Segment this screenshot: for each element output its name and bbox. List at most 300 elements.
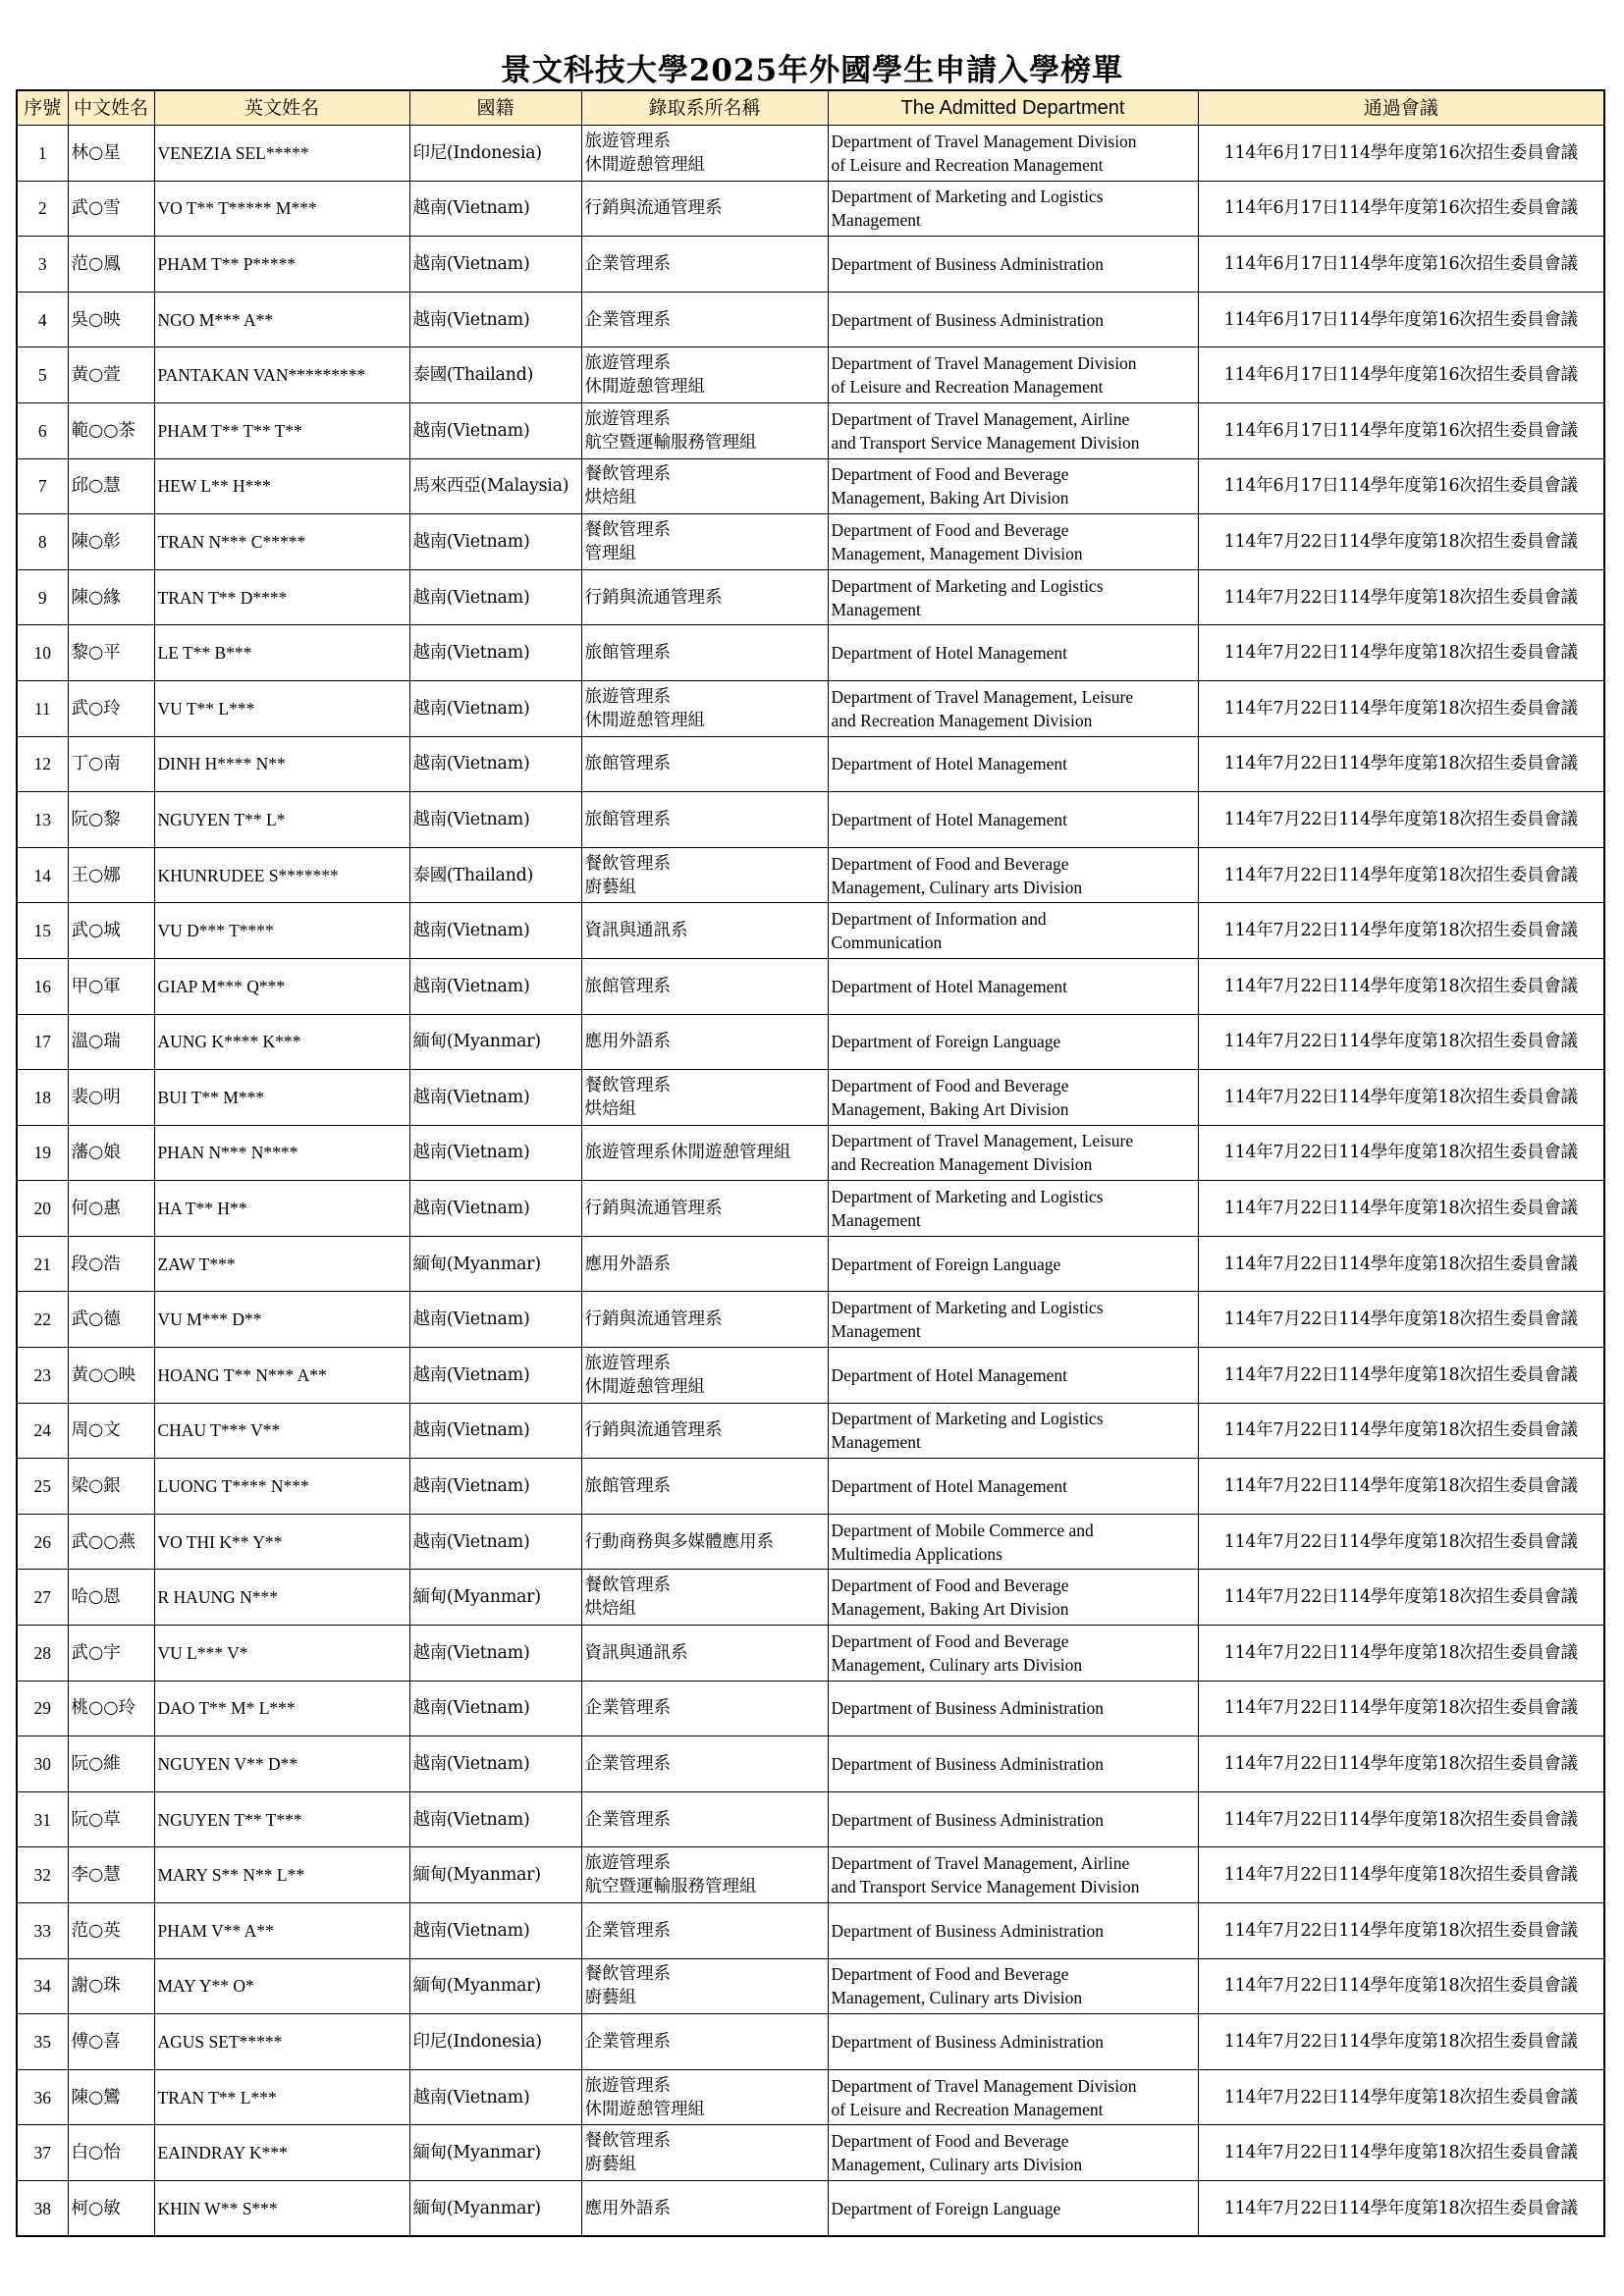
row-number: 21 (17, 1236, 68, 1292)
department-en-line: and Recreation Management Division (831, 1154, 1093, 1175)
department-zh (581, 847, 828, 903)
chinese-name: 謝○珠 (68, 1958, 154, 2014)
chinese-name: 柯○敏 (68, 2180, 154, 2236)
chinese-name: 王○娜 (68, 847, 154, 903)
english-name: GIAP M*** Q*** (154, 958, 409, 1014)
table-row (17, 181, 1604, 237)
department-en-line: Department of Business Administration (831, 1920, 1105, 1941)
meeting: 114年7月22日114學年度第18次招生委員會議 (1198, 1070, 1604, 1126)
nationality: 越南(Vietnam) (409, 1903, 581, 1959)
table-row (17, 792, 1604, 848)
table-row (17, 347, 1604, 403)
table-row (17, 1125, 1604, 1181)
department-en-line: Department of Hotel Management (831, 809, 1068, 829)
department-en (828, 237, 1198, 293)
nationality: 緬甸(Myanmar) (409, 1958, 581, 2014)
department-zh-line: 廚藝組 (584, 2155, 636, 2175)
nationality: 越南(Vietnam) (409, 569, 581, 625)
department-en-line: Department of Food and Beverage (831, 1630, 1069, 1651)
chinese-name: 黃○萱 (68, 347, 154, 403)
department-zh (581, 347, 828, 403)
row-number: 36 (17, 2069, 68, 2125)
department-en-line: Department of Business Administration (831, 253, 1105, 274)
department-zh (581, 1791, 828, 1847)
english-name: NGO M*** A** (154, 292, 409, 347)
meeting: 114年7月22日114學年度第18次招生委員會議 (1198, 958, 1604, 1014)
row-number: 19 (17, 1125, 68, 1181)
english-name: LE T** B*** (154, 625, 409, 681)
english-name: CHAU T*** V** (154, 1403, 409, 1459)
meeting: 114年7月22日114學年度第18次招生委員會議 (1198, 514, 1604, 570)
department-en-line: Department of Food and Beverage (831, 464, 1069, 485)
chinese-name: 武○德 (68, 1292, 154, 1348)
department-en (828, 347, 1198, 403)
chinese-name: 吳○映 (68, 292, 154, 347)
row-number: 25 (17, 1459, 68, 1515)
department-en-line: Management (831, 210, 921, 231)
english-name: TRAN T** L*** (154, 2069, 409, 2125)
department-zh-line: 旅館管理系 (584, 1476, 671, 1497)
department-zh-line: 餐飲管理系 (584, 464, 671, 485)
table-row (17, 903, 1604, 959)
nationality: 緬甸(Myanmar) (409, 1014, 581, 1070)
department-en-line: Department of Food and Beverage (831, 853, 1069, 874)
department-zh (581, 1070, 828, 1126)
chinese-name: 范○英 (68, 1903, 154, 1959)
chinese-name: 阮○草 (68, 1791, 154, 1847)
table-row (17, 2069, 1604, 2125)
department-en (828, 958, 1198, 1014)
department-zh (581, 2180, 828, 2236)
table-row (17, 958, 1604, 1014)
english-name: LUONG T**** N*** (154, 1459, 409, 1515)
row-number: 13 (17, 792, 68, 848)
department-zh-line: 企業管理系 (584, 2031, 671, 2052)
meeting: 114年7月22日114學年度第18次招生委員會議 (1198, 2125, 1604, 2181)
department-zh-line: 烘焙組 (584, 1098, 636, 1119)
department-en (828, 1847, 1198, 1903)
department-en-line: Department of Travel Management, Airline (831, 1853, 1130, 1874)
department-en-line: of Leisure and Recreation Management (831, 377, 1104, 398)
department-en (828, 514, 1198, 570)
page-title: 景文科技大學2025年外國學生申請入學榜單 (500, 53, 1124, 88)
department-zh-line: 行銷與流通管理系 (584, 1309, 723, 1330)
meeting: 114年6月17日114學年度第16次招生委員會議 (1198, 292, 1604, 347)
department-zh-line: 資訊與通訊系 (584, 921, 688, 941)
department-en (828, 1348, 1198, 1404)
department-en (828, 2180, 1198, 2236)
chinese-name: 范○鳳 (68, 237, 154, 293)
english-name: AUNG K**** K*** (154, 1014, 409, 1070)
department-zh (581, 1292, 828, 1348)
department-en (828, 1514, 1198, 1570)
department-zh-line: 旅館管理系 (584, 809, 671, 829)
english-name: PHAM T** T** T** (154, 402, 409, 458)
department-en-line: Department of Business Administration (831, 2031, 1105, 2052)
nationality: 印尼(Indonesia) (409, 126, 581, 182)
department-zh (581, 1459, 828, 1515)
meeting: 114年7月22日114學年度第18次招生委員會議 (1198, 1958, 1604, 2014)
department-zh-line: 企業管理系 (584, 1754, 671, 1775)
meeting: 114年7月22日114學年度第18次招生委員會議 (1198, 1736, 1604, 1792)
header-row (17, 90, 1604, 126)
header-english-name: 英文姓名 (154, 90, 409, 126)
department-zh-line: 餐飲管理系 (584, 1964, 671, 1985)
department-zh (581, 2125, 828, 2181)
chinese-name: 林○星 (68, 126, 154, 182)
row-number: 12 (17, 736, 68, 792)
chinese-name: 阮○維 (68, 1736, 154, 1792)
english-name: PANTAKAN VAN********* (154, 347, 409, 403)
nationality: 緬甸(Myanmar) (409, 1847, 581, 1903)
table-body (17, 126, 1604, 2237)
department-en (828, 903, 1198, 959)
chinese-name: 陳○彰 (68, 514, 154, 570)
row-number: 6 (17, 402, 68, 458)
table-row (17, 1236, 1604, 1292)
nationality: 越南(Vietnam) (409, 903, 581, 959)
department-en (828, 181, 1198, 237)
table-row (17, 402, 1604, 458)
department-zh (581, 1681, 828, 1736)
meeting: 114年6月17日114學年度第16次招生委員會議 (1198, 126, 1604, 182)
department-zh-line: 行銷與流通管理系 (584, 1199, 723, 1219)
department-en-line: Department of Food and Beverage (831, 1575, 1069, 1596)
department-en-line: Management (831, 1210, 921, 1231)
header-chinese-name: 中文姓名 (68, 90, 154, 126)
row-number: 26 (17, 1514, 68, 1570)
row-number: 22 (17, 1292, 68, 1348)
nationality: 越南(Vietnam) (409, 680, 581, 736)
meeting: 114年7月22日114學年度第18次招生委員會議 (1198, 1847, 1604, 1903)
row-number: 35 (17, 2014, 68, 2070)
department-zh (581, 625, 828, 681)
department-en-line: Department of Travel Management Division (831, 353, 1137, 374)
english-name: DAO T** M* L*** (154, 1681, 409, 1736)
department-zh-line: 管理組 (584, 543, 636, 563)
row-number: 17 (17, 1014, 68, 1070)
department-zh-line: 休閒遊憩管理組 (584, 710, 705, 730)
department-en-line: Department of Travel Management, Airline (831, 408, 1130, 429)
row-number: 2 (17, 181, 68, 237)
chinese-name: 阮○黎 (68, 792, 154, 848)
chinese-name: 梁○銀 (68, 1459, 154, 1515)
meeting: 114年7月22日114學年度第18次招生委員會議 (1198, 1791, 1604, 1847)
department-zh-line: 餐飲管理系 (584, 1075, 671, 1095)
department-en-line: Department of Business Administration (831, 309, 1105, 330)
department-zh-line: 航空暨運輸服務管理組 (584, 1877, 757, 1897)
department-zh-line: 餐飲管理系 (584, 853, 671, 874)
meeting: 114年7月22日114學年度第18次招生委員會議 (1198, 1014, 1604, 1070)
row-number: 14 (17, 847, 68, 903)
meeting: 114年6月17日114學年度第16次招生委員會議 (1198, 347, 1604, 403)
chinese-name: 裴○明 (68, 1070, 154, 1126)
nationality: 越南(Vietnam) (409, 2069, 581, 2125)
row-number: 8 (17, 514, 68, 570)
table-row (17, 458, 1604, 514)
department-zh (581, 1514, 828, 1570)
department-zh-line: 旅遊管理系 (584, 1853, 671, 1874)
department-zh-line: 旅遊管理系休閒遊憩管理組 (584, 1143, 791, 1163)
department-zh-line: 旅遊管理系 (584, 1353, 671, 1373)
department-en-line: and Recreation Management Division (831, 710, 1093, 730)
department-en (828, 736, 1198, 792)
department-en-line: Management, Baking Art Division (831, 488, 1069, 508)
meeting: 114年7月22日114學年度第18次招生委員會議 (1198, 847, 1604, 903)
nationality: 越南(Vietnam) (409, 181, 581, 237)
english-name: PHAM V** A** (154, 1903, 409, 1959)
nationality: 越南(Vietnam) (409, 1736, 581, 1792)
department-en (828, 458, 1198, 514)
chinese-name: 李○慧 (68, 1847, 154, 1903)
department-zh (581, 958, 828, 1014)
department-en-line: Department of Business Administration (831, 1754, 1105, 1775)
meeting: 114年7月22日114學年度第18次招生委員會議 (1198, 1626, 1604, 1682)
table-row (17, 1791, 1604, 1847)
department-en (828, 847, 1198, 903)
department-en (828, 402, 1198, 458)
meeting: 114年7月22日114學年度第18次招生委員會議 (1198, 792, 1604, 848)
table-row (17, 1514, 1604, 1570)
nationality: 越南(Vietnam) (409, 792, 581, 848)
chinese-name: 甲○軍 (68, 958, 154, 1014)
department-zh (581, 2014, 828, 2070)
department-en-line: Department of Foreign Language (831, 1032, 1061, 1052)
department-zh-line: 廚藝組 (584, 1988, 636, 2008)
department-en (828, 792, 1198, 848)
chinese-name: 周○文 (68, 1403, 154, 1459)
header-admitted-department: The Admitted Department (828, 90, 1198, 126)
row-number: 38 (17, 2180, 68, 2236)
department-zh-line: 企業管理系 (584, 1809, 671, 1830)
department-zh (581, 1236, 828, 1292)
meeting: 114年6月17日114學年度第16次招生委員會議 (1198, 458, 1604, 514)
nationality: 越南(Vietnam) (409, 1125, 581, 1181)
department-zh-line: 行銷與流通管理系 (584, 198, 723, 219)
chinese-name: 武○城 (68, 903, 154, 959)
english-name: DINH H**** N** (154, 736, 409, 792)
department-en (828, 292, 1198, 347)
meeting: 114年7月22日114學年度第18次招生委員會議 (1198, 736, 1604, 792)
nationality: 越南(Vietnam) (409, 514, 581, 570)
department-en (828, 1125, 1198, 1181)
department-en-line: Department of Marketing and Logistics (831, 187, 1104, 207)
department-zh-line: 休閒遊憩管理組 (584, 2099, 705, 2119)
table-row (17, 1403, 1604, 1459)
table-row (17, 1958, 1604, 2014)
english-name: PHAN N*** N**** (154, 1125, 409, 1181)
meeting: 114年7月22日114學年度第18次招生委員會議 (1198, 1348, 1604, 1404)
nationality: 越南(Vietnam) (409, 1292, 581, 1348)
nationality: 越南(Vietnam) (409, 1181, 581, 1237)
english-name: PHAM T** P***** (154, 237, 409, 293)
nationality: 馬來西亞(Malaysia) (409, 458, 581, 514)
department-en (828, 1181, 1198, 1237)
chinese-name: 桃○○玲 (68, 1681, 154, 1736)
nationality: 越南(Vietnam) (409, 292, 581, 347)
table-row (17, 1681, 1604, 1736)
meeting: 114年7月22日114學年度第18次招生委員會議 (1198, 1681, 1604, 1736)
english-name: MAY Y** O* (154, 1958, 409, 2014)
row-number: 9 (17, 569, 68, 625)
department-zh-line: 應用外語系 (584, 2198, 671, 2218)
department-en-line: of Leisure and Recreation Management (831, 154, 1104, 175)
english-name: HEW L** H*** (154, 458, 409, 514)
department-en (828, 1791, 1198, 1847)
department-en (828, 1903, 1198, 1959)
department-en (828, 2014, 1198, 2070)
department-zh-line: 資訊與通訊系 (584, 1642, 688, 1663)
department-zh-line: 廚藝組 (584, 877, 636, 897)
row-number: 31 (17, 1791, 68, 1847)
department-en-line: Department of Hotel Management (831, 1476, 1068, 1497)
department-en-line: Department of Travel Management Division (831, 2075, 1137, 2096)
department-en (828, 1736, 1198, 1792)
chinese-name: 陳○緣 (68, 569, 154, 625)
nationality: 越南(Vietnam) (409, 1514, 581, 1570)
chinese-name: 哈○恩 (68, 1570, 154, 1626)
chinese-name: 武○○燕 (68, 1514, 154, 1570)
row-number: 3 (17, 237, 68, 293)
row-number: 32 (17, 1847, 68, 1903)
department-en-line: Department of Foreign Language (831, 2198, 1061, 2218)
chinese-name: 何○惠 (68, 1181, 154, 1237)
nationality: 越南(Vietnam) (409, 237, 581, 293)
row-number: 27 (17, 1570, 68, 1626)
table-row (17, 2014, 1604, 2070)
table-row (17, 1626, 1604, 1682)
meeting: 114年6月17日114學年度第16次招生委員會議 (1198, 237, 1604, 293)
department-zh-line: 休閒遊憩管理組 (584, 1376, 705, 1397)
department-en-line: Department of Food and Beverage (831, 2131, 1069, 2152)
department-zh-line: 休閒遊憩管理組 (584, 377, 705, 398)
department-zh (581, 1903, 828, 1959)
row-number: 33 (17, 1903, 68, 1959)
department-en-line: Department of Hotel Management (831, 754, 1068, 774)
department-en-line: Department of Hotel Management (831, 976, 1068, 996)
department-en (828, 1459, 1198, 1515)
table-row (17, 847, 1604, 903)
department-zh (581, 1958, 828, 2014)
department-zh (581, 402, 828, 458)
department-zh-line: 應用外語系 (584, 1254, 671, 1274)
chinese-name: 傅○喜 (68, 2014, 154, 2070)
row-number: 20 (17, 1181, 68, 1237)
table-row (17, 1070, 1604, 1126)
meeting: 114年7月22日114學年度第18次招生委員會議 (1198, 1236, 1604, 1292)
english-name: NGUYEN T** T*** (154, 1791, 409, 1847)
chinese-name: 邱○慧 (68, 458, 154, 514)
english-name: HA T** H** (154, 1181, 409, 1237)
english-name: AGUS SET***** (154, 2014, 409, 2070)
row-number: 23 (17, 1348, 68, 1404)
english-name: ZAW T*** (154, 1236, 409, 1292)
department-en-line: Department of Information and (831, 909, 1047, 930)
table-row (17, 625, 1604, 681)
department-zh (581, 126, 828, 182)
row-number: 34 (17, 1958, 68, 2014)
department-en-line: Department of Marketing and Logistics (831, 1298, 1104, 1318)
chinese-name: 武○宇 (68, 1626, 154, 1682)
english-name: MARY S** N** L** (154, 1847, 409, 1903)
row-number: 15 (17, 903, 68, 959)
chinese-name: 段○浩 (68, 1236, 154, 1292)
english-name: TRAN T** D**** (154, 569, 409, 625)
department-zh (581, 792, 828, 848)
department-zh (581, 237, 828, 293)
department-en-line: Management, Baking Art Division (831, 1098, 1069, 1119)
nationality: 越南(Vietnam) (409, 736, 581, 792)
row-number: 4 (17, 292, 68, 347)
meeting: 114年7月22日114學年度第18次招生委員會議 (1198, 1459, 1604, 1515)
chinese-name: 陳○鸞 (68, 2069, 154, 2125)
nationality: 越南(Vietnam) (409, 1070, 581, 1126)
meeting: 114年7月22日114學年度第18次招生委員會議 (1198, 680, 1604, 736)
english-name: VO T** T***** M*** (154, 181, 409, 237)
department-en-line: and Transport Service Management Division (831, 432, 1140, 453)
english-name: VU T** L*** (154, 680, 409, 736)
nationality: 越南(Vietnam) (409, 1626, 581, 1682)
department-zh-line: 旅遊管理系 (584, 131, 671, 151)
meeting: 114年7月22日114學年度第18次招生委員會議 (1198, 1570, 1604, 1626)
department-zh-line: 應用外語系 (584, 1032, 671, 1052)
table-row (17, 1348, 1604, 1404)
table-row (17, 292, 1604, 347)
department-en (828, 1236, 1198, 1292)
department-zh-line: 行銷與流通管理系 (584, 1420, 723, 1441)
department-en (828, 625, 1198, 681)
english-name: NGUYEN T** L* (154, 792, 409, 848)
department-zh-line: 旅遊管理系 (584, 686, 671, 707)
header-department: 錄取系所名稱 (581, 90, 828, 126)
department-zh-line: 烘焙組 (584, 488, 636, 508)
department-en-line: of Leisure and Recreation Management (831, 2099, 1104, 2119)
chinese-name: 黃○○映 (68, 1348, 154, 1404)
department-en-line: Management (831, 599, 921, 619)
table-row (17, 1292, 1604, 1348)
table-row (17, 569, 1604, 625)
meeting: 114年7月22日114學年度第18次招生委員會議 (1198, 625, 1604, 681)
department-zh (581, 1181, 828, 1237)
department-en (828, 1070, 1198, 1126)
department-zh-line: 企業管理系 (584, 309, 671, 330)
department-en (828, 1292, 1198, 1348)
chinese-name: 武○雪 (68, 181, 154, 237)
nationality: 緬甸(Myanmar) (409, 2180, 581, 2236)
table-row (17, 237, 1604, 293)
table-row (17, 1903, 1604, 1959)
chinese-name: 藩○娘 (68, 1125, 154, 1181)
department-en (828, 1403, 1198, 1459)
department-zh-line: 旅館管理系 (584, 754, 671, 774)
department-zh (581, 2069, 828, 2125)
department-en-line: Department of Food and Beverage (831, 1075, 1069, 1095)
department-en-line: Communication (831, 933, 943, 953)
department-en-line: and Transport Service Management Division (831, 1877, 1140, 1897)
department-en-line: Management, Culinary arts Division (831, 1988, 1083, 2008)
department-zh-line: 烘焙組 (584, 1599, 636, 1620)
chinese-name: 丁○南 (68, 736, 154, 792)
row-number: 16 (17, 958, 68, 1014)
department-en-line: Department of Hotel Management (831, 643, 1068, 664)
english-name: VO THI K** Y** (154, 1514, 409, 1570)
english-name: KHUNRUDEE S******* (154, 847, 409, 903)
header-meeting: 通過會議 (1198, 90, 1604, 126)
meeting: 114年7月22日114學年度第18次招生委員會議 (1198, 903, 1604, 959)
department-zh (581, 736, 828, 792)
department-en-line: Management (831, 1321, 921, 1342)
row-number: 28 (17, 1626, 68, 1682)
